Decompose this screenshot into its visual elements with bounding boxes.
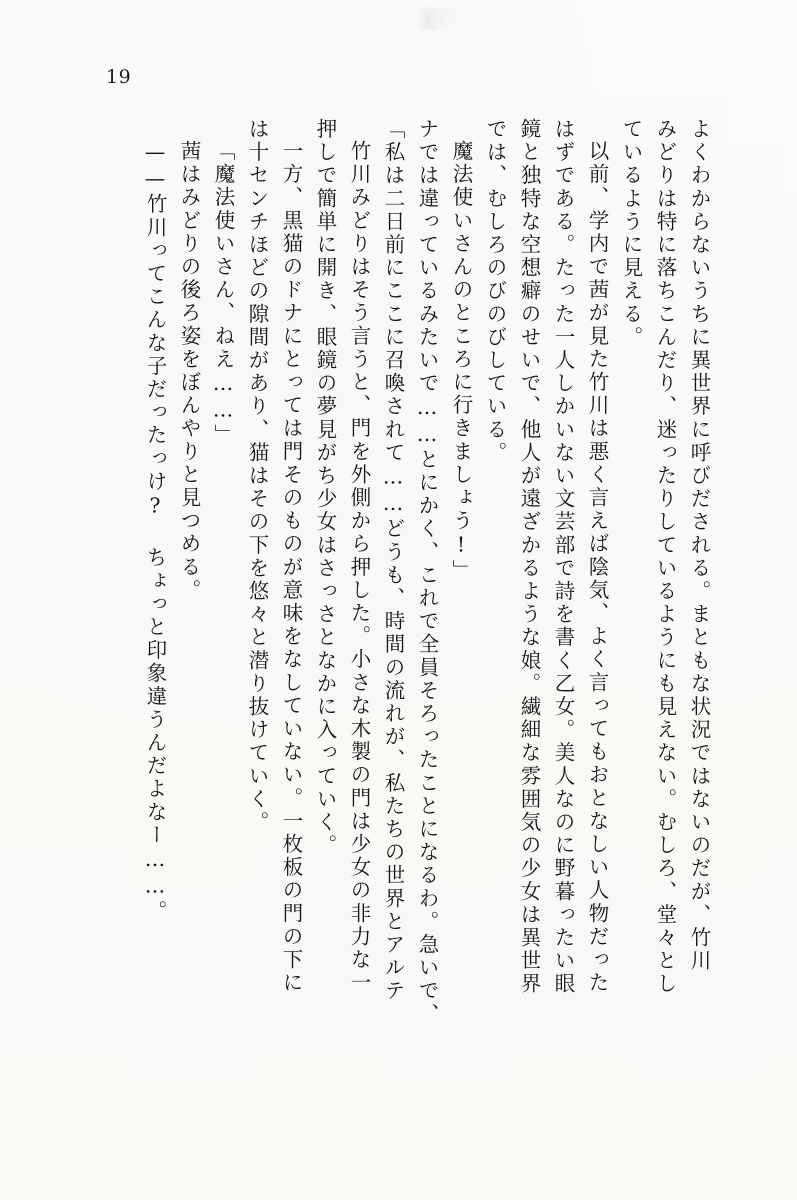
- text-line: 一方、黒猫のドナにとっては門そのものが意味をなしていない。一枚板の門の下に: [279, 140, 303, 995]
- text-line: 「魔法使いさん、ねえ……」: [211, 140, 235, 448]
- page-number: 19: [106, 66, 132, 88]
- text-line: 以前、学内で茜が見た竹川は悪く言えば陰気、よく言ってもおとなしい人物だった: [585, 140, 609, 995]
- text-line: 「私は二日前にここに召喚されて……どうも、時間の流れが、私たちの世界とアルテ: [381, 118, 405, 1003]
- text-line: では、むしろのびのびしている。: [483, 118, 507, 465]
- text-line: 魔法使いさんのところに行きましょう!」: [449, 140, 473, 583]
- text-line: ているように見える。: [619, 118, 643, 349]
- text-line: よくわからないうちに異世界に呼びだされる。まともな状況ではないのだが、竹川: [687, 118, 711, 973]
- text-line: はずである。たった一人しかいない文芸部で詩を書く乙女。美人なのに野暮ったい眼: [551, 118, 575, 996]
- text-line: 鏡と独特な空想癖のせいで、他人が遠ざかるような娘。繊細な雰囲気の少女は異世界: [517, 118, 541, 996]
- text-line: ナでは違っているみたいで……とにかく、これで全員そろったことになるわ。急いで、: [415, 118, 439, 1026]
- text-line: は十センチほどの隙間があり、猫はその下を悠々と潜り抜けていく。: [245, 118, 269, 835]
- text-line: ——竹川ってこんな子だったっけ? ちょっと印象違うんだよなー……。: [143, 140, 167, 924]
- text-line: 茜はみどりの後ろ姿をぼんやりと見つめる。: [177, 140, 201, 602]
- text-line: みどりは特に落ちこんだり、迷ったりしているようにも見えない。むしろ、堂々とし: [653, 118, 677, 996]
- text-line: 竹川みどりはそう言うと、門を外側から押した。小さな木製の門は少女の非力な一: [347, 140, 371, 995]
- scan-artifact: [418, 8, 464, 30]
- body-text-block: [89, 118, 709, 1128]
- text-line: 押しで簡単に開き、眼鏡の夢見がち少女はさっさとなかに入っていく。: [313, 118, 337, 858]
